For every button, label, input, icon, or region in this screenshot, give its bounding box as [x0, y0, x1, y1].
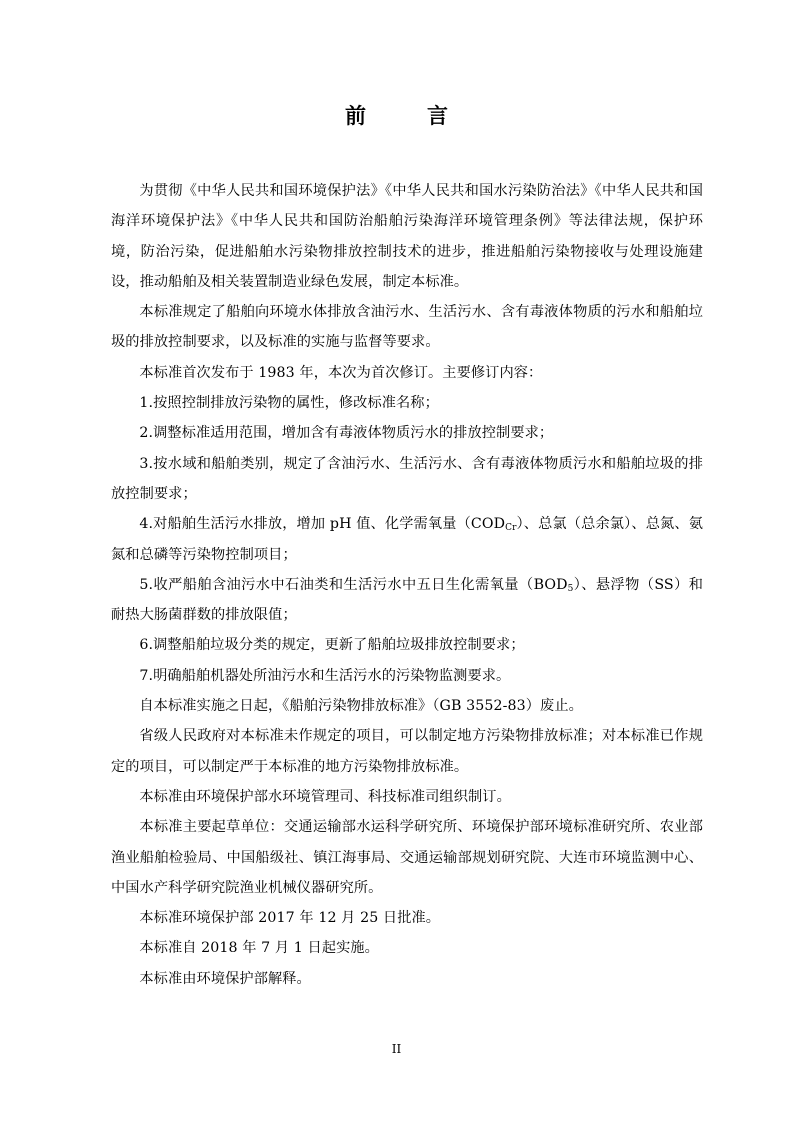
paragraph-local-standards: 省级人民政府对本标准未作规定的项目，可以制定地方污染物排放标准；对本标准已作规定的项目，可以制定严于本标准的地方污染物排放标准。: [111, 728, 703, 775]
revision-item-4-subscript: Cr: [505, 523, 517, 534]
paragraph-scope: 本标准规定了船舶向环境水体排放含油污水、生活污水、含有毒液体物质的污水和船舶垃圾的排放控制要求，以及标准的实施与监督等要求。: [111, 304, 703, 351]
revision-item-3: 3.按水域和船舶类别，规定了含油污水、生活污水、含有毒液体物质污水和船舶垃圾的排放控制要求；: [111, 455, 703, 502]
revision-item-5-subscript: 5: [567, 583, 574, 594]
revision-item-4: [111, 509, 703, 570]
paragraph-drafters: 本标准主要起草单位：交通运输部水运科学研究所、环境保护部环境标准研究所、农业部渔业船舶检验局、中国船级社、镇江海事局、交通运输部规划研究院、大连市环境监测中心、中国水产科学研究院渔业机械仪器研究所。: [111, 819, 703, 896]
page-number: II: [391, 1042, 402, 1056]
paragraph-history: 本标准首次发布于 1983 年，本次为首次修订。主要修订内容：: [139, 364, 543, 381]
paragraph-purpose: 为贯彻《中华人民共和国环境保护法》《中华人民共和国水污染防治法》《中华人民共和国海洋环境保护法》《中华人民共和国防治船舶污染海洋环境管理条例》等法律法规，保护环境，防治污染，促进船舶水污染物排放控制技术的进步，推进船舶污染物接收与处理设施建设，推动船舶及相关装置制造业绿色发展，制定本标准。: [111, 183, 703, 290]
paragraph-approval: 本标准环境保护部 2017 年 12 月 25 日批准。: [139, 910, 441, 927]
paragraph-interpretation: 本标准由环境保护部解释。: [139, 970, 311, 987]
revision-item-2: 2.调整标准适用范围，增加含有毒液体物质污水的排放控制要求；: [139, 425, 554, 442]
revision-item-5-text-b: ）、悬浮物（SS）和耐热大肠菌群数的排放限值；: [111, 576, 703, 624]
page-title: 前 言: [345, 103, 468, 128]
revision-item-4-text-b: ）、总氯（总余氯）、总氮、氨氮和总磷等污染物控制项目；: [111, 516, 703, 563]
paragraph-effective-date: 本标准自 2018 年 7 月 1 日起实施。: [139, 940, 379, 957]
document-body: [111, 176, 703, 994]
revision-item-5: [111, 570, 703, 631]
paragraph-organizer: 本标准由环境保护部水环境管理司、科技标准司组织制订。: [139, 788, 511, 805]
revision-item-6: 6.调整船舶垃圾分类的规定，更新了船舶垃圾排放控制要求；: [139, 637, 525, 654]
paragraph-repeal: 自本标准实施之日起，《船舶污染物排放标准》（GB 3552-83）废止。: [139, 698, 583, 715]
revision-item-5-text-a: 5.收严船舶含油污水中石油类和生活污水中五日生化需氧量（BOD: [139, 576, 568, 593]
revision-item-1: 1.按照控制排放污染物的属性，修改标准名称；: [139, 395, 439, 412]
revision-item-7: 7.明确船舶机器处所油污水和生活污水的污染物监测要求。: [139, 667, 511, 684]
revision-item-4-text-a: 4.对船舶生活污水排放，增加 pH 值、化学需氧量（COD: [139, 516, 506, 533]
